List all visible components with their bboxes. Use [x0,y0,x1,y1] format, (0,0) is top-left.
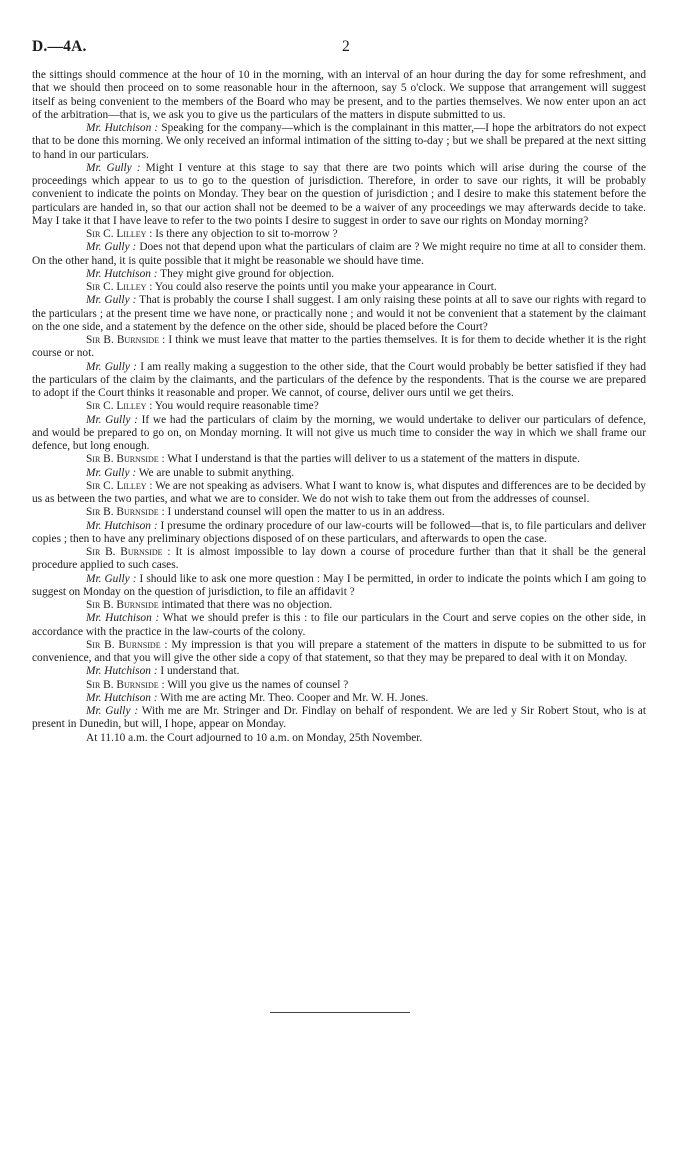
transcript-body [32,69,646,745]
speech-text: You could also reserve the points until you make your appearance in Court. [154,281,497,293]
speaker-paragraph [32,480,646,507]
speaker-name: Sir C. Lilley : [86,479,153,492]
speaker-name: Sir B. Burnside : [86,453,165,466]
speaker-name: Sir C. Lilley : [86,228,153,240]
speech-text: I should like to ask one more question : May I be permitted, in order to indicate the points which I am going to suggest on Monday on the question of jurisdiction, to file an affidavit ? [32,572,647,598]
closing-paragraph: At 11.10 a.m. the Court adjourned to 10 a.m. on Monday, 25th November. [86,731,423,744]
speaker-name: Mr. Hutchison : [86,665,158,678]
speaker-paragraph [32,546,646,573]
speaker-name: Sir B. Burnside : [86,334,166,346]
speech-text: What we should prefer is this : to file our particulars in the Court and serve copies on the other side, in accordance with the practice in the law-courts of the colony. [32,612,646,638]
speech-text: I presume the ordinary procedure of our law-courts will be followed—that is, to file particulars and deliver copies ; then to have any preliminary objections disposed of on these particulars, and afterwards to open the case. [32,519,646,545]
speaker-paragraph [32,334,646,361]
speaker-paragraph [32,665,646,678]
speech-text: My impression is that you will prepare a statement of the matters in dispute to be submitted to us for convenience, and that you will give the other side a copy of that statement, so that they may be prepared to deal with it on Monday. [32,638,646,664]
speaker-name: Mr. Hutchison : [86,612,160,625]
speaker-name: Sir C. Lilley : [86,400,153,413]
speech-text: With me are Mr. Stringer and Dr. Findlay on behalf of respondent. We are led y Sir Robert Stout, who is at present in Dunedin, but will, I hope, appear on Monday. [32,705,646,731]
speech-text: That is probably the course I shall suggest. I am only raising these points at all to save our rights with regard to the particulars ; at the present time we have none, or practically none ; and would it not be convenient that a statement by the claimant on the one side, and a statement by the defence on the other side, should be placed before the Court? [32,294,646,333]
speaker-paragraph [32,400,646,413]
speaker-paragraph [32,679,646,692]
speaker-paragraph [32,705,646,732]
speaker-name: Sir B. Burnside : [86,638,168,651]
speaker-name: Sir B. Burnside : [86,546,171,558]
speaker-name: Mr. Gully : [86,413,138,426]
speech-text: Does not that depend upon what the particulars of claim are ? We might require no time at all to consider them. On the other hand, it is quite possible that it might be reasonable we should have time. [32,241,647,267]
speaker-paragraph [32,599,646,612]
speech-text: I understand counsel will open the matter to us in an address. [167,506,445,519]
speaker-paragraph [32,467,646,480]
speech-text: What I understand is that the parties will deliver to us a statement of the matters in dispute. [167,453,580,466]
page-number: 2 [342,38,350,55]
speaker-paragraph [32,573,646,600]
speech-text: We are unable to submit anything. [138,466,295,479]
speaker-name: Sir B. Burnside : [86,506,165,519]
speaker-name: Sir C. Lilley : [86,281,153,293]
speaker-paragraph [32,281,646,294]
speaker-paragraph [32,162,646,228]
speaker-paragraph [32,692,646,705]
speaker-name: Mr. Hutchison : [86,122,159,134]
speech-text: We are not speaking as advisers. What I want to know is, what disputes and differences are to be decided by us as between the two parties, and what we are to consider. We do not wish to take them out from the addresses of counsel. [32,479,646,505]
speech-text: It is almost impossible to lay down a course of procedure further than that it shall be the general procedure applied to such cases. [32,546,646,572]
speech-text: I think we must leave that matter to the parties themselves. It is for them to decide whether it is the right course or not. [32,334,646,360]
document-code: D.—4A. [32,38,87,55]
speaker-paragraph [32,506,646,519]
speaker-name: Mr. Gully : [86,241,137,254]
speech-text: I understand that. [160,665,240,678]
speech-text: If we had the particulars of claim by the morning, we would undertake to deliver our particulars of defence, and would be prepared to go on, on Monday morning. It will not give us much time to consider the way in which we shall frame our defence, but long enough. [32,413,646,452]
speech-text: intimated that there was no objection. [161,599,333,611]
speaker-name: Mr. Gully : [86,161,141,174]
speaker-paragraph [32,122,646,162]
speaker-name: Mr. Hutchison : [86,519,158,532]
speaker-name: Mr. Gully : [86,705,139,717]
speech-text: Might I venture at this stage to say that there are two points which will arise during the course of the proceedings which appear to us to go to the question of jurisdiction. Therefore, in order to save our rights, it will be probably convenient to indicate the points on Monday. They bear on the question of jurisdiction ; and I desire to make this statement before the particulars are handed in, so that our action shall not be deemed to be a waiver of any proceedings we may afterwards decide to take. May I take it that I have leave to refer to the two points I desire to suggest in order to save our rights on Monday morning? [32,161,646,227]
speech-text: You would require reasonable time? [154,400,319,413]
speaker-name: Mr. Gully : [86,572,137,585]
speech-text: With me are acting Mr. Theo. Cooper and Mr. W. H. Jones. [160,691,429,704]
speaker-name: Mr. Gully : [86,360,137,373]
speaker-paragraph [32,361,646,401]
speaker-paragraphs [32,122,646,732]
speaker-name: Mr. Gully : [86,466,137,479]
speaker-name: Sir B. Burnside [86,599,159,611]
speaker-paragraph [32,639,646,666]
speaker-paragraph [32,414,646,454]
speaker-paragraph [32,268,646,281]
opening-paragraph: the sittings should commence at the hour of 10 in the morning, with an interval of an hour during the day for some refreshment, and that we should then proceed on to some reasonable hour in the afternoon, say 5 o'clock. We suppose that arrangement will suggest itself as being convenient to the members of the Board who may be present, and to the parties themselves. We now enter upon an act of the arbitration—that is, we ask you to give us the particulars of the matters in dispute submitted to us. [32,69,646,121]
speaker-paragraph [32,228,646,241]
speaker-name: Mr. Hutchison : [86,267,158,280]
speaker-paragraph [32,453,646,466]
speaker-name: Mr. Gully : [86,294,137,307]
speech-text: Speaking for the company—which is the complainant in this matter,—I hope the arbitrators do not expect that to be done this morning. We only received an informal intimation of the sitting to-day ; but we shall be prepared at the next sitting to hand in our particulars. [32,122,647,161]
speech-text: I am really making a suggestion to the other side, that the Court would probably be better satisfied if they had the particulars of the claim by the claimants, and the particulars of the defence by the respondents. That is the course we are prepared to adopt if the Court thinks it reasonable and proper. We cannot, of course, deliver ours until we get theirs. [32,360,646,399]
speaker-paragraph [32,612,646,639]
speech-text: Is there any objection to sit to-morrow ? [155,228,338,240]
speaker-paragraph [32,520,646,547]
speaker-paragraph [32,294,646,334]
speech-text: Will you give us the names of counsel ? [167,678,349,691]
speaker-name: Mr. Hutchison : [86,691,158,704]
speaker-paragraph [32,241,646,268]
speech-text: They might give ground for objection. [160,267,335,280]
end-rule [270,1012,410,1013]
speaker-name: Sir B. Burnside : [86,678,165,691]
